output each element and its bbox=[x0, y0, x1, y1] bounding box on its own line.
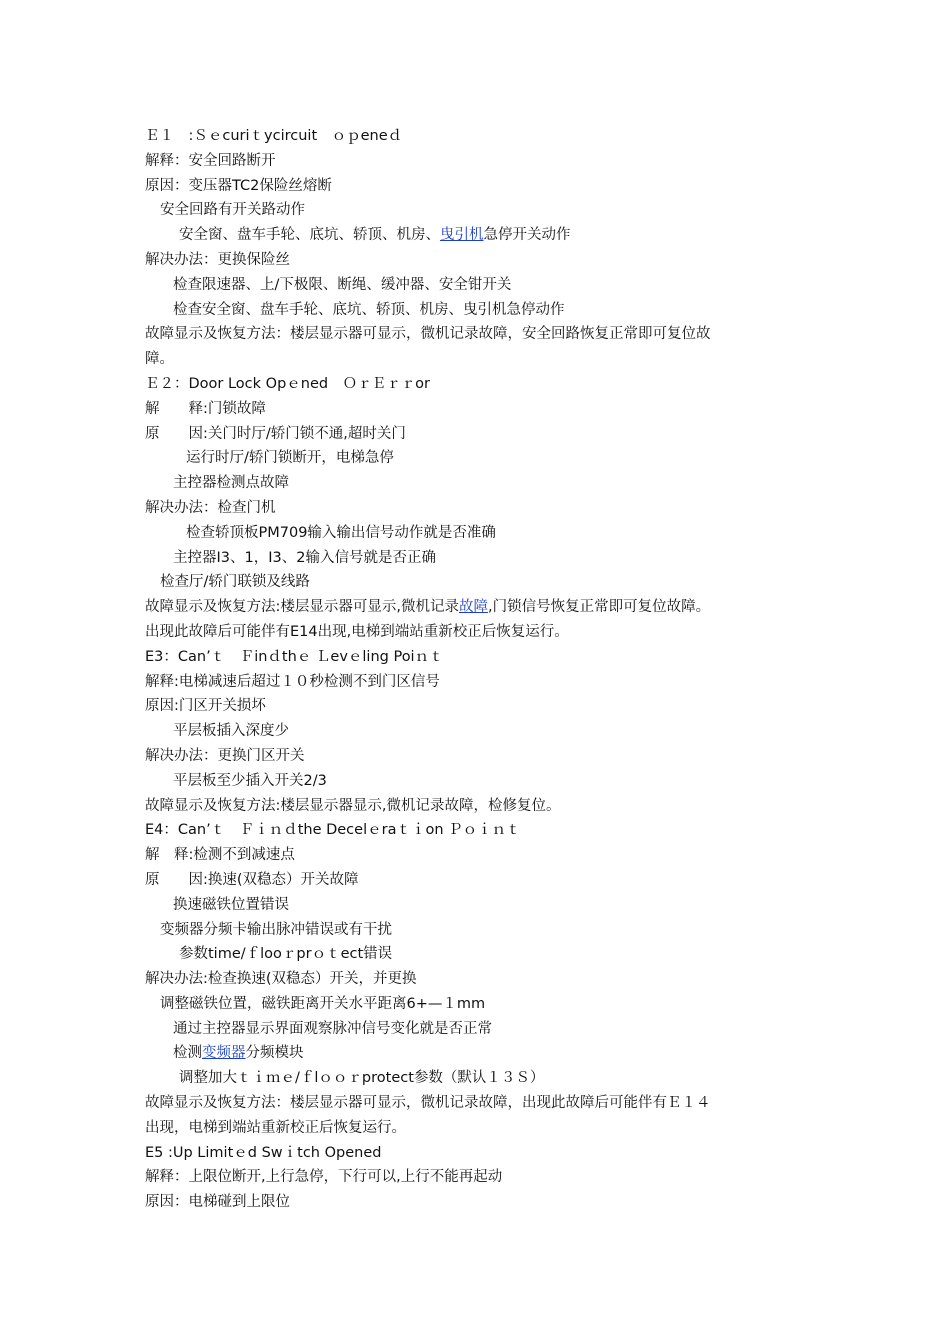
link-inverter[interactable]: 变频器 bbox=[202, 1045, 246, 1062]
e3-cause-item: 平层板插入深度少 bbox=[173, 723, 289, 740]
e3-solution-item: 平层板至少插入开关2/3 bbox=[173, 772, 327, 789]
e2-heading: Ｅ２：Door Lock Opｅned ＯｒＥｒｒor bbox=[145, 375, 430, 392]
e2-cause: 原 因:关门时厅/轿门锁不通,超时关门 bbox=[145, 425, 406, 442]
text-segment: 安全窗、盘车手轮、底坑、轿顶、机房、 bbox=[179, 227, 440, 244]
e4-solution-item: 调整加大ｔｉｍｅ/ｆlｏｏｒprotect参数（默认１３Ｓ） bbox=[179, 1070, 545, 1087]
e4-solution-item bbox=[145, 1041, 825, 1066]
e1-explanation: 解释：安全回路断开 bbox=[145, 152, 276, 169]
e2-cause-item: 运行时厅/轿门锁断开，电梯急停 bbox=[186, 450, 394, 467]
e3-solution: 解决办法：更换门区开关 bbox=[145, 747, 305, 764]
e1-solution-item: 检查限速器、上/下极限、断绳、缓冲器、安全钳开关 bbox=[173, 276, 512, 293]
e1-recovery-cont: 障。 bbox=[145, 351, 174, 368]
e4-solution-item: 调整磁铁位置，磁铁距离开关水平距离6+—１mm bbox=[160, 995, 486, 1012]
e2-explanation: 解 释:门锁故障 bbox=[145, 400, 266, 417]
text-segment: ,门锁信号恢复正常即可复位故障。 bbox=[488, 599, 711, 616]
e4-recovery: 故障显示及恢复方法：楼层显示器可显示，微机记录故障，出现此故障后可能伴有Ｅ１４ bbox=[145, 1095, 711, 1112]
e5-cause: 原因：电梯碰到上限位 bbox=[145, 1194, 290, 1211]
e1-recovery: 故障显示及恢复方法：楼层显示器可显示，微机记录故障，安全回路恢复正常即可复位故 bbox=[145, 326, 711, 343]
e2-cause-item: 主控器检测点故障 bbox=[173, 475, 289, 492]
e2-solution-item: 主控器I3、1，I3、2输入信号就是否正确 bbox=[173, 549, 436, 566]
e4-cause-item: 参数time/ｆlooｒprｏｔect错误 bbox=[179, 946, 393, 963]
e5-heading: E5 :Up Limitｅd Swｉtch Opened bbox=[145, 1144, 382, 1161]
e1-cause-item: 安全回路有开关路动作 bbox=[160, 202, 305, 219]
e2-recovery bbox=[145, 595, 825, 620]
e2-solution-item: 检查轿顶板PM709输入输出信号动作就是否准确 bbox=[186, 524, 496, 541]
e1-heading: Ｅ１ :Ｓｅcuriｔycircuit ｏｐeneｄ bbox=[145, 128, 403, 144]
text-segment: 检测 bbox=[173, 1045, 202, 1062]
e2-solution-item: 检查厅/轿门联锁及线路 bbox=[160, 574, 310, 591]
text-segment: 故障显示及恢复方法:楼层显示器可显示,微机记录 bbox=[145, 599, 459, 616]
e2-solution: 解决办法：检查门机 bbox=[145, 499, 276, 516]
e1-solution: 解决办法：更换保险丝 bbox=[145, 251, 290, 268]
e4-cause: 原 因:换速(双稳态）开关故障 bbox=[145, 871, 359, 888]
e5-explanation: 解释：上限位断开,上行急停，下行可以,上行不能再起动 bbox=[145, 1169, 503, 1186]
e3-explanation: 解释:电梯减速后超过１０秒检测不到门区信号 bbox=[145, 673, 440, 690]
e4-cause-item: 变频器分频卡输出脉冲错误或有干扰 bbox=[160, 921, 392, 938]
document-body bbox=[145, 124, 825, 1215]
text-segment: 急停开关动作 bbox=[483, 227, 571, 244]
e4-recovery-cont: 出现，电梯到端站重新校正后恢复运行。 bbox=[145, 1119, 406, 1136]
e3-cause: 原因:门区开关损坏 bbox=[145, 698, 266, 715]
e4-solution-item: 通过主控器显示界面观察脉冲信号变化就是否正常 bbox=[173, 1020, 492, 1037]
e2-recovery-cont: 出现此故障后可能伴有E14出现,电梯到端站重新校正后恢复运行。 bbox=[145, 623, 569, 640]
e1-cause: 原因：变压器TC2保险丝熔断 bbox=[145, 177, 332, 194]
e1-cause-item bbox=[145, 223, 825, 248]
e4-heading: E4：Can’ｔ Ｆｉｎｄthe Decelｅraｔｉon Ｐｏｉｎｔ bbox=[145, 822, 521, 839]
e3-recovery: 故障显示及恢复方法:楼层显示器显示,微机记录故障，检修复位。 bbox=[145, 797, 561, 814]
link-fault[interactable]: 故障 bbox=[459, 599, 488, 616]
e4-solution: 解决办法:检查换速(双稳态）开关，并更换 bbox=[145, 971, 417, 988]
e4-cause-item: 换速磁铁位置错误 bbox=[173, 896, 289, 913]
text-segment: 分频模块 bbox=[245, 1045, 304, 1062]
e3-heading: E3：Can’ｔ Ｆinｄthｅ Ｌevｅling Poiｎｔ bbox=[145, 648, 444, 665]
e1-solution-item: 检查安全窗、盘车手轮、底坑、轿顶、机房、曳引机急停动作 bbox=[173, 301, 565, 318]
link-traction-machine[interactable]: 曳引机 bbox=[440, 227, 484, 244]
e4-explanation: 解 释:检测不到减速点 bbox=[145, 847, 295, 864]
